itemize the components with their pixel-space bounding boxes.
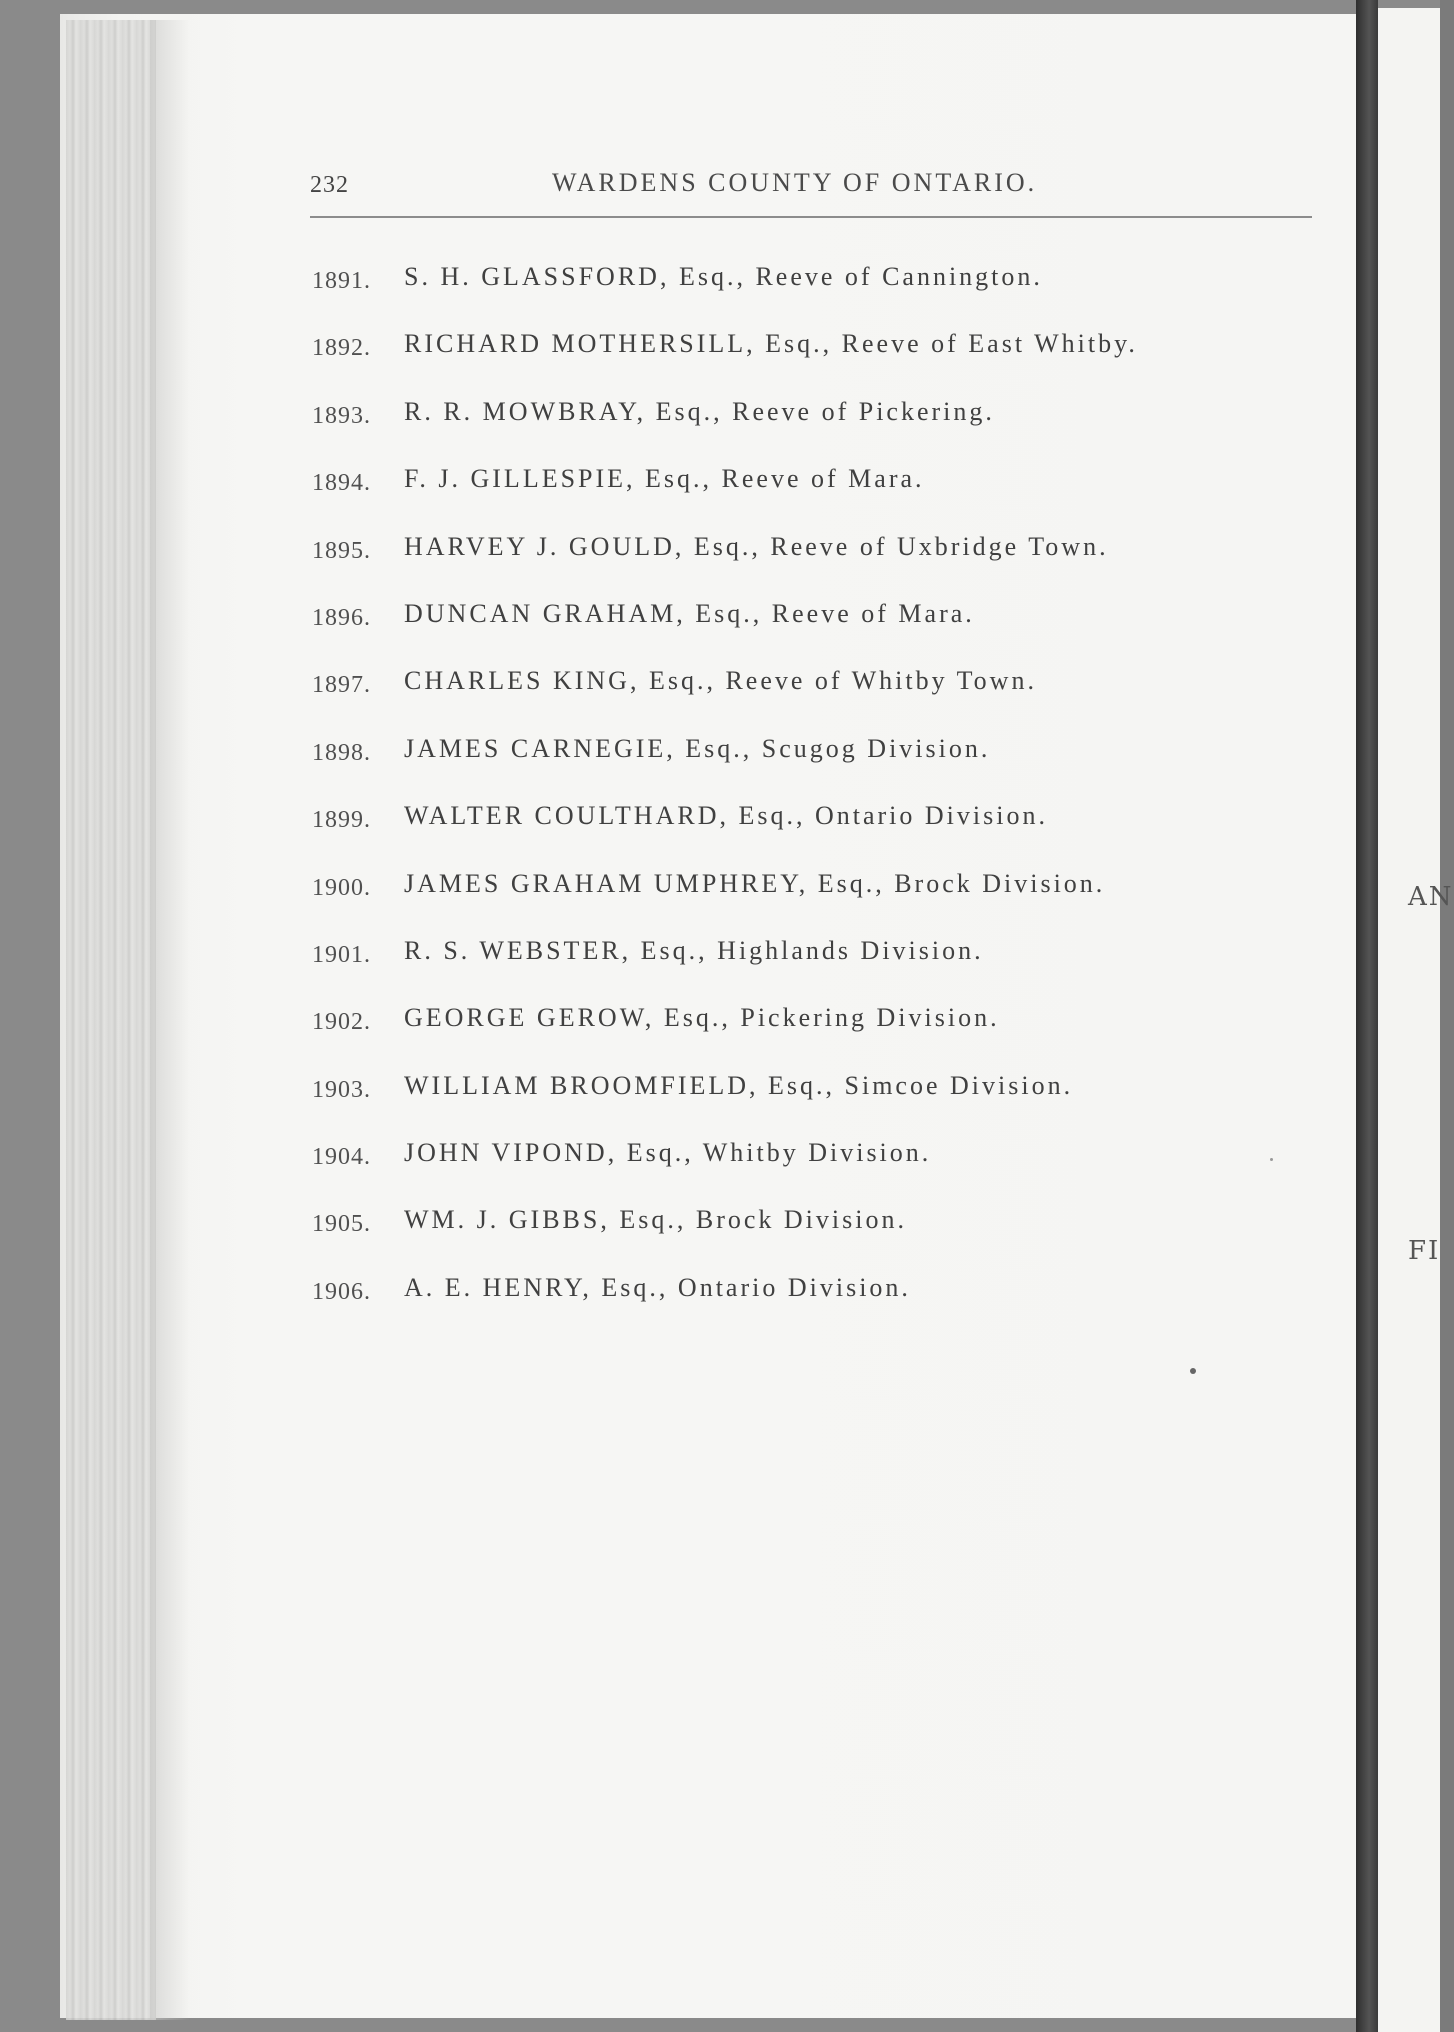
list-item <box>308 1071 1308 1138</box>
list-item <box>308 532 1308 599</box>
entry-text: DUNCAN GRAHAM, Esq., Reeve of Mara. <box>404 598 975 628</box>
entry-year: 1899. <box>312 807 371 834</box>
list-item <box>308 262 1308 329</box>
ink-speck <box>1270 1158 1273 1161</box>
header-rule <box>310 216 1312 218</box>
adjacent-page <box>1378 8 1440 2032</box>
entry-year: 1896. <box>312 604 371 631</box>
entry-year: 1905. <box>312 1211 371 1238</box>
list-item <box>308 329 1308 396</box>
entry-year: 1895. <box>312 537 371 564</box>
entry-text: F. J. GILLESPIE, Esq., Reeve of Mara. <box>404 464 925 494</box>
entry-year: 1906. <box>312 1278 371 1305</box>
binding-shadow <box>150 20 190 2020</box>
entry-year: 1900. <box>312 874 371 901</box>
entry-year: 1903. <box>312 1076 371 1103</box>
list-item <box>308 801 1308 868</box>
entry-year: 1898. <box>312 739 371 766</box>
page-number: 232 <box>310 172 349 198</box>
entry-text: WM. J. GIBBS, Esq., Brock Division. <box>404 1205 907 1235</box>
adjacent-page-text: AN <box>1408 882 1454 912</box>
entry-year: 1893. <box>312 402 371 429</box>
list-item <box>308 1003 1308 1070</box>
entry-text: WALTER COULTHARD, Esq., Ontario Division. <box>404 801 1048 831</box>
wardens-list <box>308 262 1308 1340</box>
entry-year: 1897. <box>312 672 371 699</box>
list-item <box>308 599 1308 666</box>
entry-text: JAMES GRAHAM UMPHREY, Esq., Brock Division. <box>404 868 1106 898</box>
entry-text: R. R. MOWBRAY, Esq., Reeve of Pickering. <box>404 396 995 426</box>
entry-text: S. H. GLASSFORD, Esq., Reeve of Cannington. <box>404 262 1043 291</box>
list-item <box>308 1205 1308 1272</box>
entry-text: JOHN VIPOND, Esq., Whitby Division. <box>404 1138 932 1168</box>
list-item <box>308 936 1308 1003</box>
entry-year: 1892. <box>312 335 371 362</box>
entry-year: 1902. <box>312 1009 371 1036</box>
entry-text: RICHARD MOTHERSILL, Esq., Reeve of East Whitby. <box>404 329 1138 359</box>
page-binding-edge <box>66 20 156 2020</box>
entry-year: 1894. <box>312 470 371 497</box>
entry-text: CHARLES KING, Esq., Reeve of Whitby Town. <box>404 666 1037 696</box>
list-item <box>308 869 1308 936</box>
entry-year: 1901. <box>312 941 371 968</box>
list-item <box>308 1273 1308 1340</box>
entry-text: JAMES CARNEGIE, Esq., Scugog Division. <box>404 733 991 763</box>
list-item <box>308 666 1308 733</box>
list-item <box>308 397 1308 464</box>
list-item <box>308 734 1308 801</box>
adjacent-page-text: FI <box>1408 1236 1441 1266</box>
ink-speck <box>1190 1368 1196 1374</box>
running-title: WARDENS COUNTY OF ONTARIO. <box>552 168 1038 197</box>
entry-year: 1891. <box>312 268 371 294</box>
page-header <box>310 168 1310 208</box>
entry-year: 1904. <box>312 1144 371 1171</box>
entry-text: WILLIAM BROOMFIELD, Esq., Simcoe Division. <box>404 1070 1074 1100</box>
list-item <box>308 1138 1308 1205</box>
entry-text: HARVEY J. GOULD, Esq., Reeve of Uxbridge Town. <box>404 531 1109 561</box>
list-item <box>308 464 1308 531</box>
entry-text: R. S. WEBSTER, Esq., Highlands Division. <box>404 935 984 965</box>
book-gutter <box>1356 0 1378 2032</box>
entry-text: GEORGE GEROW, Esq., Pickering Division. <box>404 1003 1000 1033</box>
entry-text: A. E. HENRY, Esq., Ontario Division. <box>404 1272 911 1302</box>
